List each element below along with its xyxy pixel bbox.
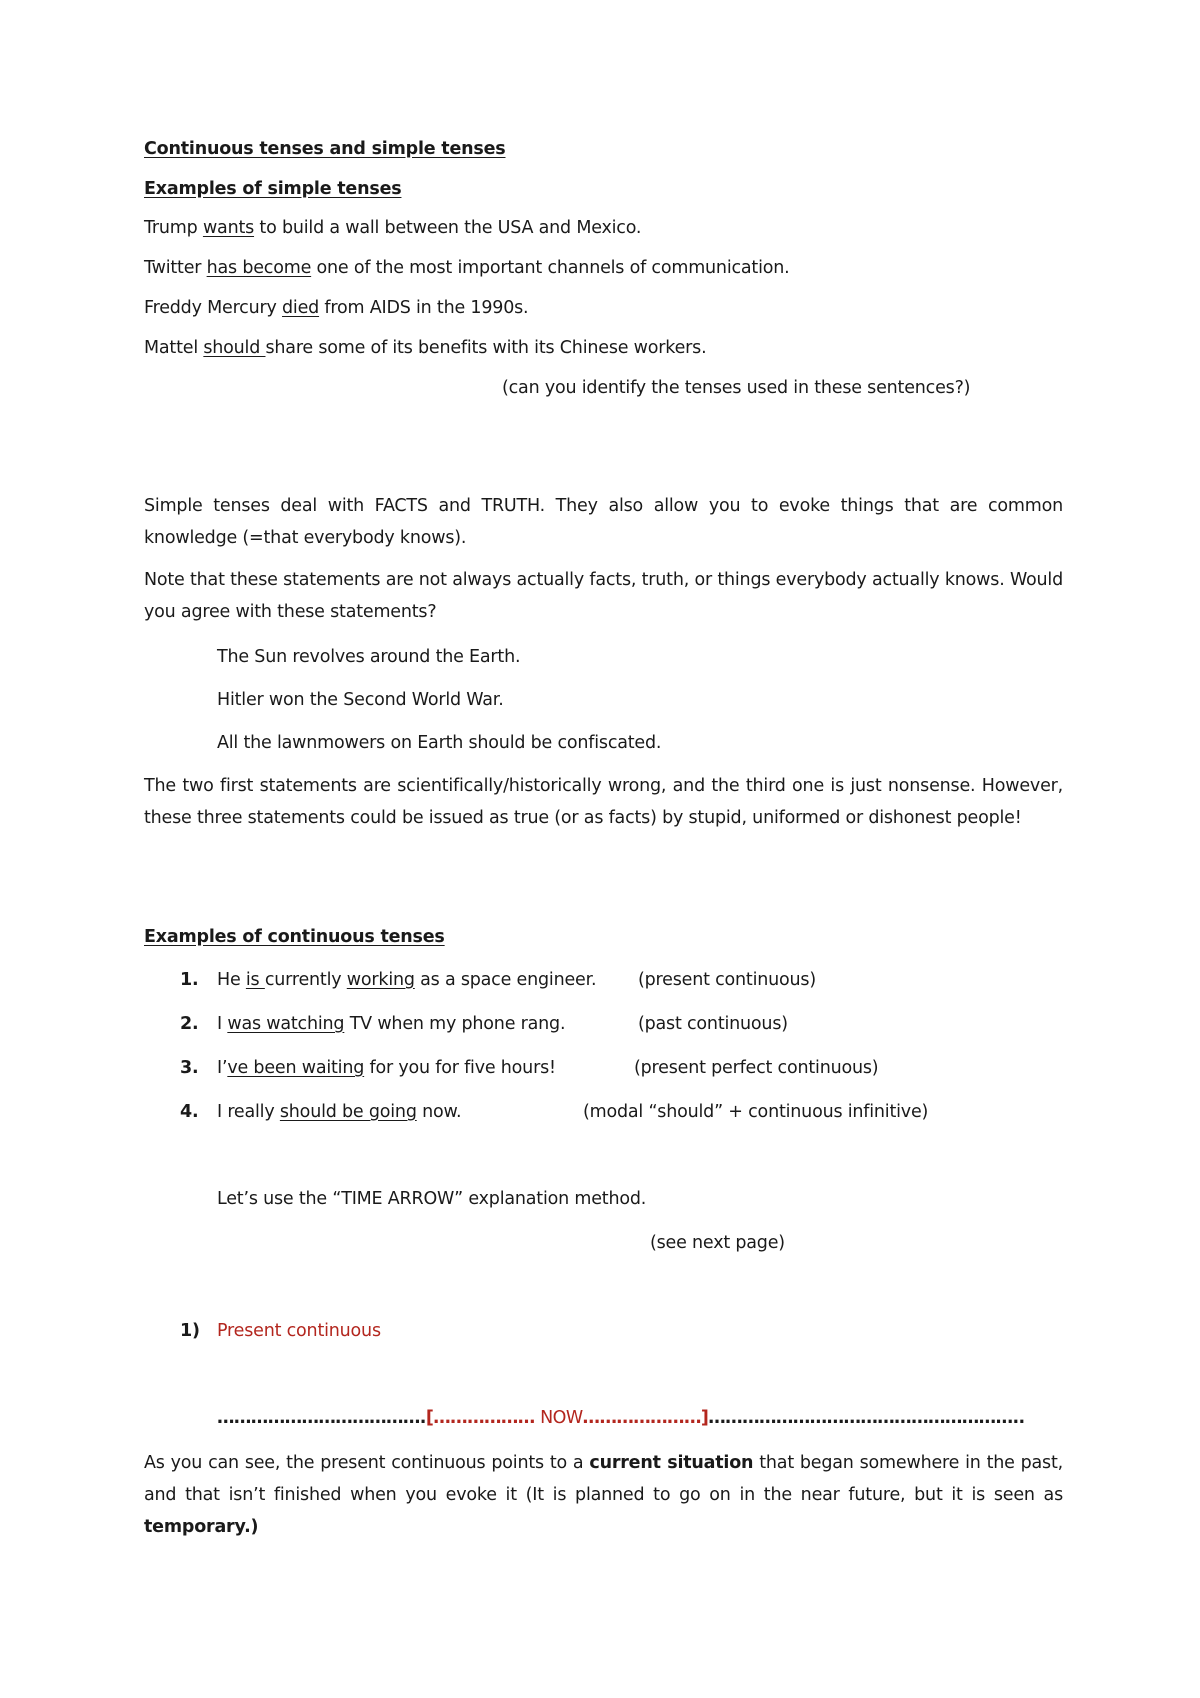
document-title: Continuous tenses and simple tenses [144, 139, 506, 159]
example-text: I [217, 1014, 228, 1034]
continuous-example-4 [217, 1101, 461, 1123]
section-title: Present continuous [217, 1321, 381, 1341]
example-text: to build a wall between the USA and Mexico. [254, 218, 642, 238]
arrow-dots: ………………… [582, 1408, 701, 1428]
simple-para-2: Note that these statements are not always actually facts, truth, or things everybody actually knows. Would you agree with these statements? [144, 570, 1063, 622]
arrow-dots: ………………………………. [217, 1408, 426, 1428]
example-text: Mattel [144, 338, 204, 358]
example-verb: is [245, 970, 265, 990]
paragraph-text: ) [250, 1517, 259, 1537]
bracket-close: ] [700, 1408, 709, 1428]
statement-2: Hitler won the Second World War. [217, 690, 504, 710]
tense-question: (can you identify the tenses used in these sentences?) [502, 378, 971, 398]
simple-para-1: Simple tenses deal with FACTS and TRUTH. They also allow you to evoke things that are common knowledge (=that everybody knows). [144, 496, 1063, 548]
time-arrow-intro: Let’s use the “TIME ARROW” explanation method. [217, 1189, 647, 1209]
simple-example-1 [144, 217, 641, 239]
simple-tenses-heading: Examples of simple tenses [144, 179, 402, 199]
bracket-open: [ [425, 1408, 434, 1428]
continuous-example-3 [217, 1057, 556, 1079]
statement-3: All the lawnmowers on Earth should be confiscated. [217, 733, 662, 753]
continuous-tenses-heading: Examples of continuous tenses [144, 927, 445, 947]
continuous-example-2 [217, 1013, 565, 1035]
paragraph-text: As you can see, the present continuous points to a [144, 1453, 590, 1473]
example-verb: ve been waiting [227, 1058, 365, 1078]
example-verb: was watching [227, 1014, 345, 1034]
list-number: 1. [180, 970, 199, 990]
emphasis: current situation [589, 1453, 754, 1473]
example-text: for you for five hours! [364, 1058, 556, 1078]
simple-example-3 [144, 297, 528, 319]
present-continuous-explanation [144, 1447, 1063, 1543]
list-number: 4. [180, 1102, 199, 1122]
example-text: I’ [217, 1058, 228, 1078]
now-marker: NOW [540, 1408, 583, 1428]
example-text: Trump [144, 218, 203, 238]
tense-label: (past continuous) [638, 1014, 788, 1034]
example-text: as a space engineer. [414, 970, 597, 990]
arrow-dots: ……………… [433, 1408, 541, 1428]
example-verb: died [282, 298, 320, 318]
section-number: 1) [180, 1321, 200, 1341]
example-verb: working [346, 970, 415, 990]
tense-label: (present perfect continuous) [634, 1058, 879, 1078]
arrow-dots: ……………………………………………….. [708, 1408, 1025, 1428]
example-text: He [217, 970, 246, 990]
tense-label: (modal “should” + continuous infinitive) [583, 1102, 929, 1122]
see-next-page: (see next page) [650, 1233, 785, 1253]
simple-example-4 [144, 337, 706, 359]
example-text: from AIDS in the 1990s. [319, 298, 529, 318]
time-arrow-line [217, 1407, 1025, 1429]
tense-label: (present continuous) [638, 970, 816, 990]
continuous-example-1 [217, 969, 596, 991]
list-number: 2. [180, 1014, 199, 1034]
statement-1: The Sun revolves around the Earth. [217, 647, 521, 667]
example-text: currently [264, 970, 347, 990]
example-text: Freddy Mercury [144, 298, 283, 318]
example-text: I really [217, 1102, 280, 1122]
paragraph-text: that began somewhere in the past, and that isn’t finished when you evoke it (It is planned to go on in the near future, but it is seen as [144, 1453, 1063, 1505]
simple-example-2 [144, 257, 790, 279]
emphasis: temporary. [144, 1517, 251, 1537]
example-verb: has become [206, 258, 312, 278]
example-text: now. [416, 1102, 462, 1122]
simple-para-3: The two first statements are scientifically/historically wrong, and the third one is just nonsense. However, these three statements could be issued as true (or as facts) by stupid, uniformed or dishonest people! [144, 776, 1063, 828]
example-verb: wants [202, 218, 255, 238]
example-text: one of the most important channels of communication. [311, 258, 790, 278]
example-text: share some of its benefits with its Chinese workers. [265, 338, 707, 358]
example-text: Twitter [144, 258, 207, 278]
list-number: 3. [180, 1058, 199, 1078]
example-verb: should be going [279, 1102, 417, 1122]
example-text: TV when my phone rang. [344, 1014, 566, 1034]
example-verb: should [203, 338, 266, 358]
